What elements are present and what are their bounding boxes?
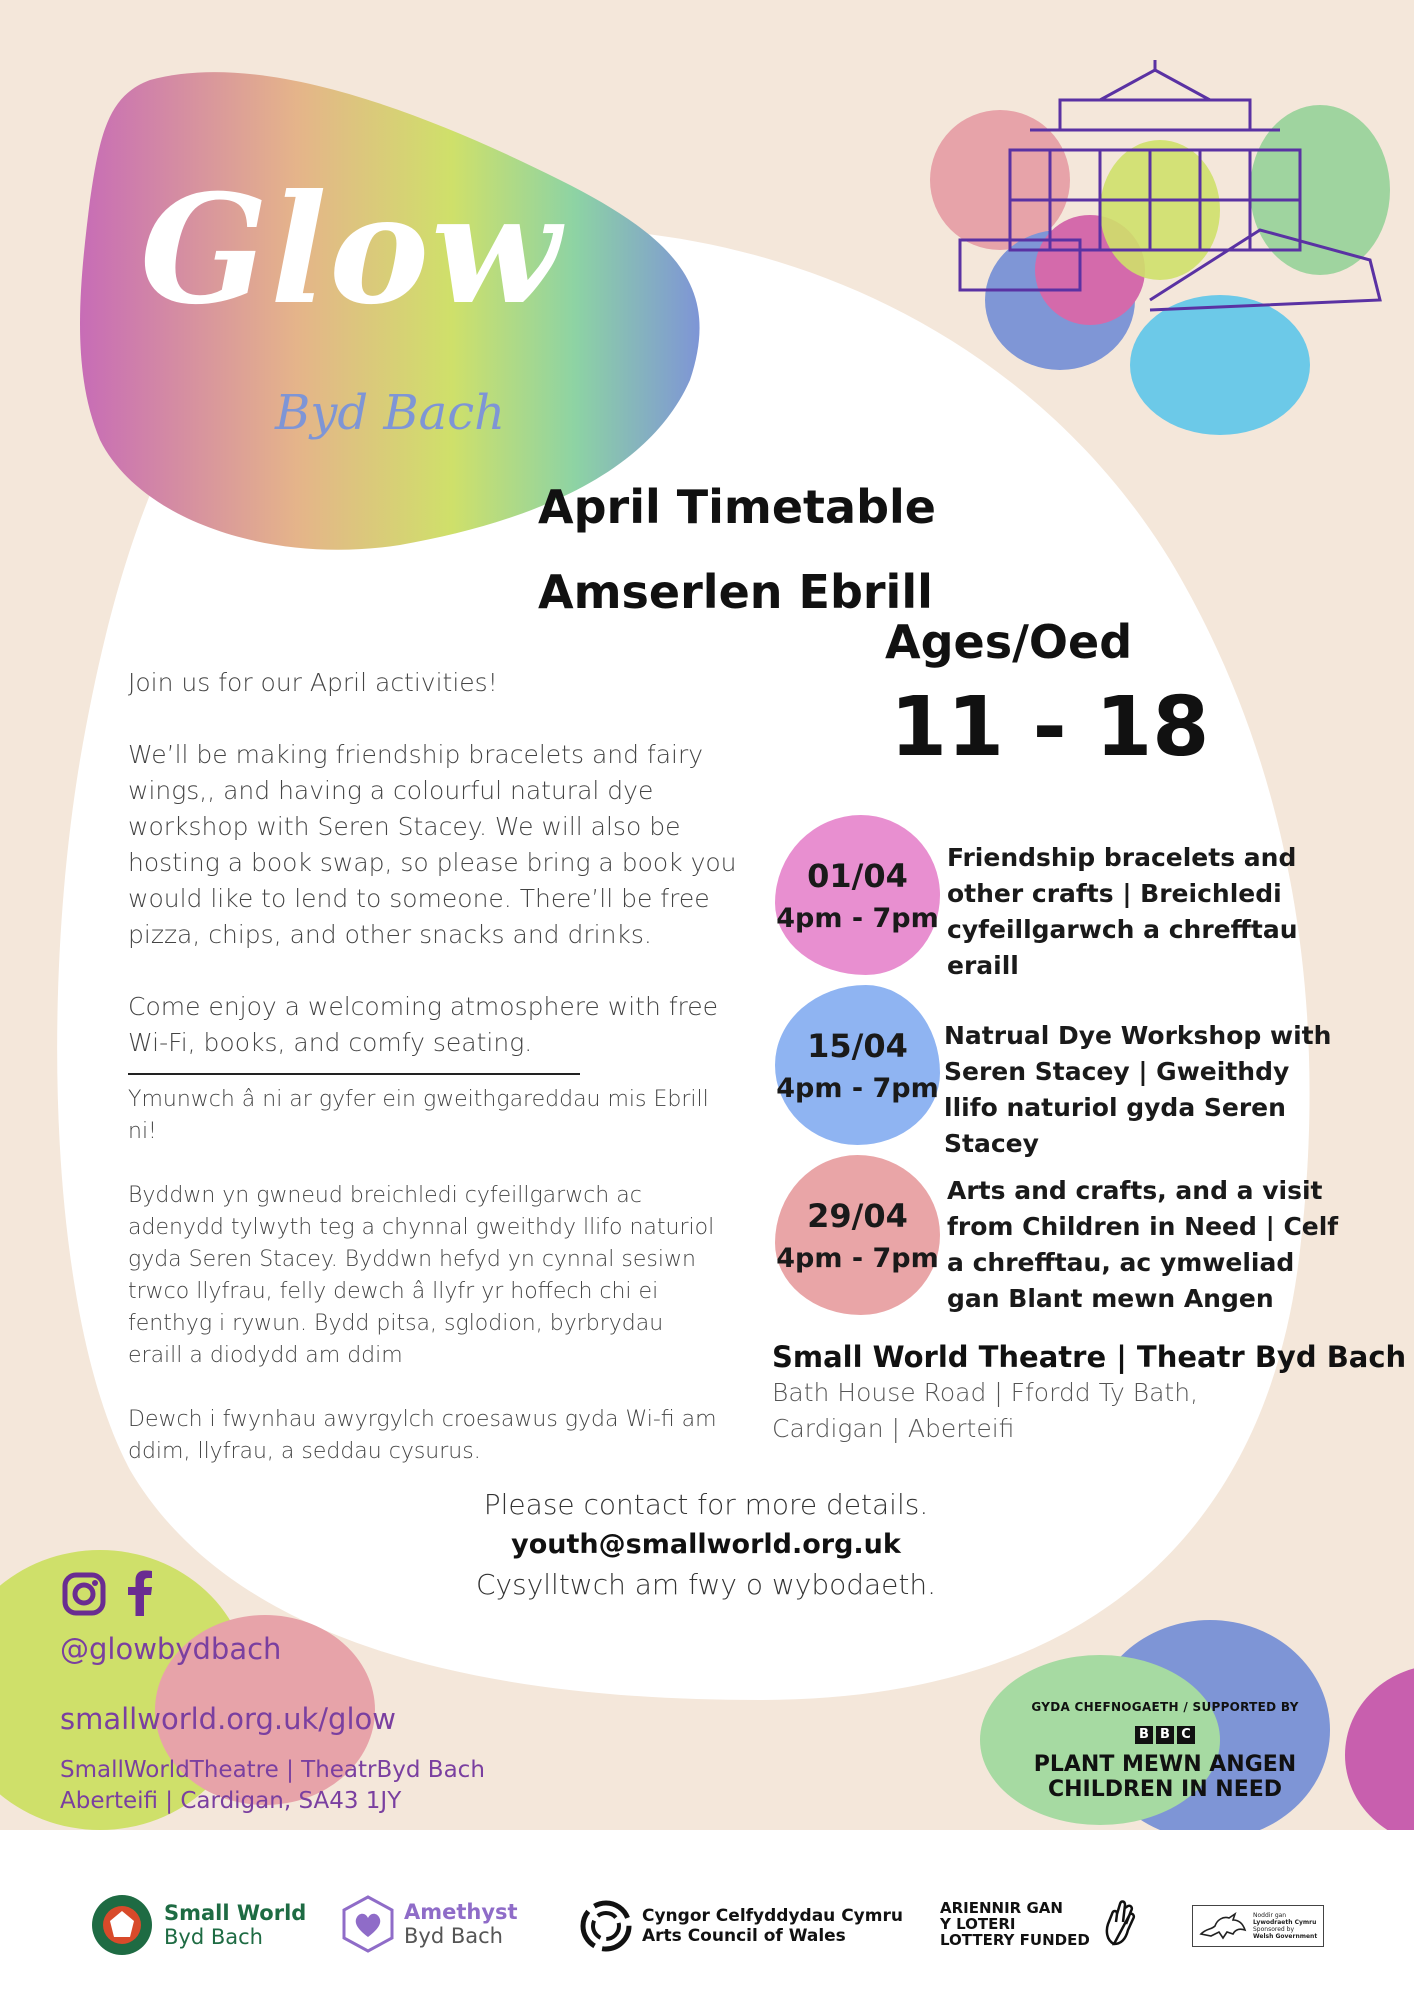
intro-en-p1: Join us for our April activities! (128, 668, 498, 697)
contact-line-en: Please contact for more details. (483, 1488, 929, 1521)
social-address2: Aberteifi | Cardigan, SA43 1JY (60, 1788, 402, 1814)
amethyst-heart-icon (342, 1895, 394, 1953)
event-description: Friendship bracelets and other crafts | Breichledi cyfeillgarwch a chrefftau eraill (947, 843, 1298, 980)
arts-council-line2: Arts Council of Wales (642, 1926, 846, 1946)
event-time: 4pm - 7pm (776, 1072, 939, 1104)
venue-line1: Bath House Road | Ffordd Ty Bath, (772, 1378, 1199, 1407)
intro-cy-p3: Dewch i fwynhau awyrgylch croesawus gyda Wi-fi am ddim, llyfrau, a seddau cysurus. (128, 1407, 717, 1464)
bbc-letter: C (1177, 1726, 1195, 1744)
event-date: 01/04 (807, 856, 908, 895)
sponsor-supported-by: GYDA CHEFNOGAETH / SUPPORTED BY (1031, 1700, 1299, 1714)
glow-logo-sub: Byd Bach (275, 385, 506, 441)
instagram-icon[interactable] (62, 1572, 106, 1620)
arts-council-logo (580, 1900, 903, 1952)
welsh-gov-line1: Noddir gan (1253, 1912, 1287, 1919)
welsh-government-logo (1192, 1905, 1324, 1947)
crossed-fingers-icon (1100, 1900, 1140, 1948)
intro-en-p3: Come enjoy a welcoming atmosphere with free Wi-Fi, books, and comfy seating. (128, 992, 719, 1057)
event-time: 4pm - 7pm (776, 902, 939, 934)
arts-council-line1: Cyngor Celfyddydau Cymru (642, 1906, 903, 1926)
event-description: Natrual Dye Workshop with Seren Stacey | Gweithdy llifo naturiol gyda Seren Stacey (944, 1021, 1332, 1158)
event-date-badge (775, 985, 940, 1145)
intro-cy (128, 1084, 718, 1468)
intro-en-p2: We’ll be making friendship bracelets and fairy wings,, and having a colourful natural dye workshop with Seren Stacey. We will also be hosting a book swap, so please bring a book you would like to lend to someone. There’ll be free pizza, chips, and other snacks and drinks. (128, 740, 737, 949)
page-title-en: April Timetable (538, 480, 936, 534)
bbc-logo (1010, 1726, 1320, 1744)
sponsor-line1: PLANT MEWN ANGEN (1033, 1752, 1297, 1777)
divider (128, 1073, 580, 1075)
small-world-logo (90, 1893, 306, 1957)
sponsor-block (1010, 1700, 1320, 1802)
small-world-line1: Small World (164, 1901, 307, 1925)
welsh-gov-line3: Sponsored by (1253, 1926, 1294, 1933)
glow-logo-word: Glow (140, 162, 563, 338)
small-world-line2: Byd Bach (164, 1925, 263, 1949)
page-title-cy: Amserlen Ebrill (538, 565, 933, 619)
venue-line2: Cardigan | Aberteifi (772, 1414, 1015, 1443)
welsh-gov-line4: Welsh Government (1253, 1933, 1318, 1940)
ages-range: 11 - 18 (890, 680, 1210, 775)
lottery-line3: LOTTERY FUNDED (940, 1931, 1090, 1949)
facebook-icon[interactable] (126, 1570, 154, 1620)
amethyst-logo (342, 1895, 518, 1953)
contact-email[interactable]: youth@smallworld.org.uk (511, 1529, 901, 1560)
welsh-gov-line2: Lywodraeth Cymru (1253, 1919, 1317, 1926)
amethyst-line1: Amethyst (404, 1900, 518, 1924)
intro-cy-p1: Ymunwch â ni ar gyfer ein gweithgareddau mis Ebrill ni! (128, 1087, 709, 1144)
event-description: Arts and crafts, and a visit from Children in Need | Celf a chrefftau, ac ymweliad gan Blant mewn Angen (947, 1176, 1339, 1313)
lottery-line1: ARIENNIR GAN (940, 1899, 1063, 1917)
glow-logo (140, 162, 660, 441)
sponsor-line2: CHILDREN IN NEED (1047, 1777, 1283, 1802)
bbc-letter: B (1135, 1726, 1153, 1744)
social-handle[interactable]: @glowbydbach (60, 1632, 282, 1666)
arts-council-icon (580, 1900, 632, 1952)
bbc-letter: B (1156, 1726, 1174, 1744)
venue-name: Small World Theatre | Theatr Byd Bach (772, 1340, 1407, 1374)
contact-line-cy: Cysylltwch am fwy o wybodaeth. (475, 1568, 937, 1601)
amethyst-line2: Byd Bach (404, 1924, 503, 1948)
social-address1: SmallWorldTheatre | TheatrByd Bach (60, 1757, 485, 1783)
event-date: 15/04 (807, 1026, 908, 1065)
social-url[interactable]: smallworld.org.uk/glow (60, 1702, 396, 1736)
welsh-dragon-icon (1197, 1910, 1249, 1942)
event-date: 29/04 (807, 1196, 908, 1235)
intro-cy-p2: Byddwn yn gwneud breichledi cyfeillgarwch ac adenydd tylwyth teg a chynnal gweithdy llifo naturiol gyda Seren Stacey. Byddwn hefyd yn cynnal sesiwn trwco llyfrau, felly dewch â llyfr yr hoffech chi ei fenthyg i rywun. Bydd pitsa, sglodion, byrbrydau eraill a diodydd am ddim (128, 1183, 715, 1368)
contact-block (400, 1488, 1012, 1601)
event-date-badge (775, 1155, 940, 1315)
event-time: 4pm - 7pm (776, 1242, 939, 1274)
lottery-line2: Y LOTERI (940, 1915, 1016, 1933)
small-world-icon (90, 1893, 154, 1957)
lottery-logo (940, 1900, 1140, 1948)
ages-label: Ages/Oed (885, 615, 1133, 669)
intro-en (128, 665, 748, 1061)
